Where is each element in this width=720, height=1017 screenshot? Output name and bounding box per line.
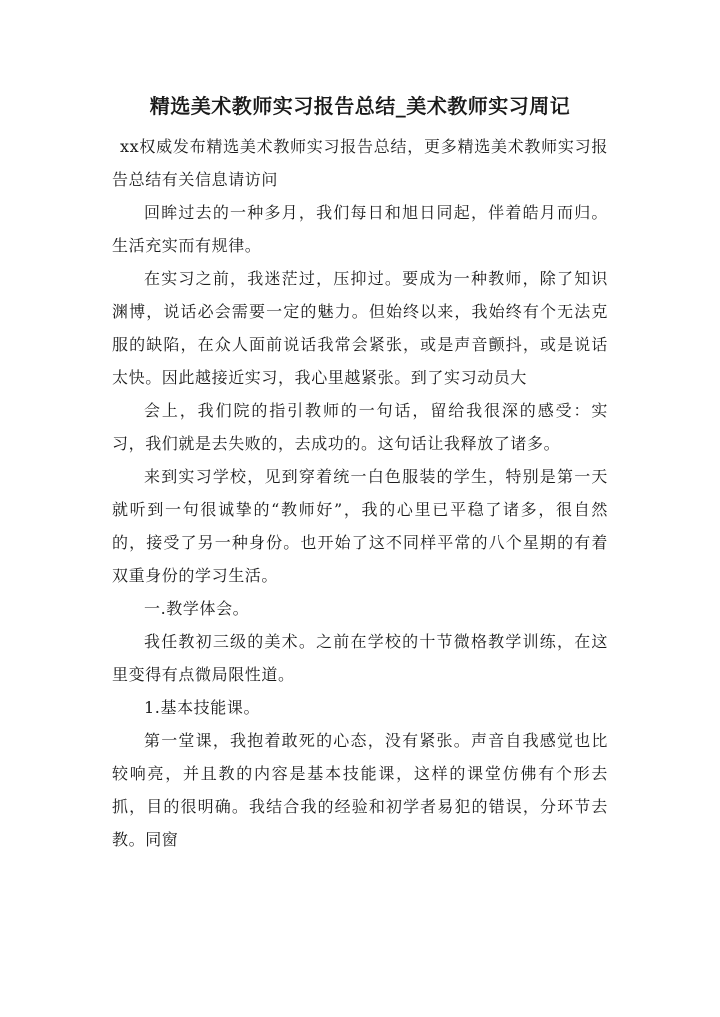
body-paragraph: 我任教初三级的美术。之前在学校的十节微格教学训练，在这里变得有点微局限性道。 <box>112 632 608 684</box>
body-paragraph: 回眸过去的一种多月，我们每日和旭日同起，伴着皓月而归。生活充实而有规律。 <box>112 203 608 255</box>
intro-paragraph: xx权威发布精选美术教师实习报告总结，更多精选美术教师实习报告总结有关信息请访问 <box>112 137 608 189</box>
page-title: 精选美术教师实习报告总结_美术教师实习周记 <box>149 94 571 118</box>
section-heading: 一.教学体会。 <box>144 599 250 618</box>
body-paragraph: 来到实习学校，见到穿着统一白色服装的学生，特别是第一天就听到一句很诚挚的“教师好”，我的心里已平稳了诸多，很自然的，接受了另一种身份。也开始了这不同样平常的八个星期的有着双重身份的学习生活。 <box>112 467 608 585</box>
body-paragraph: 在实习之前，我迷茫过，压抑过。要成为一种教师，除了知识渊博，说话必会需要一定的魅力。但始终以来，我始终有个无法克服的缺陷，在众人面前说话我常会紧张，或是声音颤抖，或是说话太快。因此越接近实习，我心里越紧张。到了实习动员大 <box>112 269 608 387</box>
body-paragraph: 会上，我们院的指引教师的一句话，留给我很深的感受：实习，我们就是去失败的，去成功的。这句话让我释放了诸多。 <box>112 401 608 453</box>
body-paragraph: 第一堂课，我抱着敢死的心态，没有紧张。声音自我感觉也比较响亮，并且教的内容是基本技能课，这样的课堂仿佛有个形去抓，目的很明确。我结合我的经验和初学者易犯的错误，分环节去教。同窗 <box>112 731 608 849</box>
subsection-heading: 1.基本技能课。 <box>144 698 261 717</box>
